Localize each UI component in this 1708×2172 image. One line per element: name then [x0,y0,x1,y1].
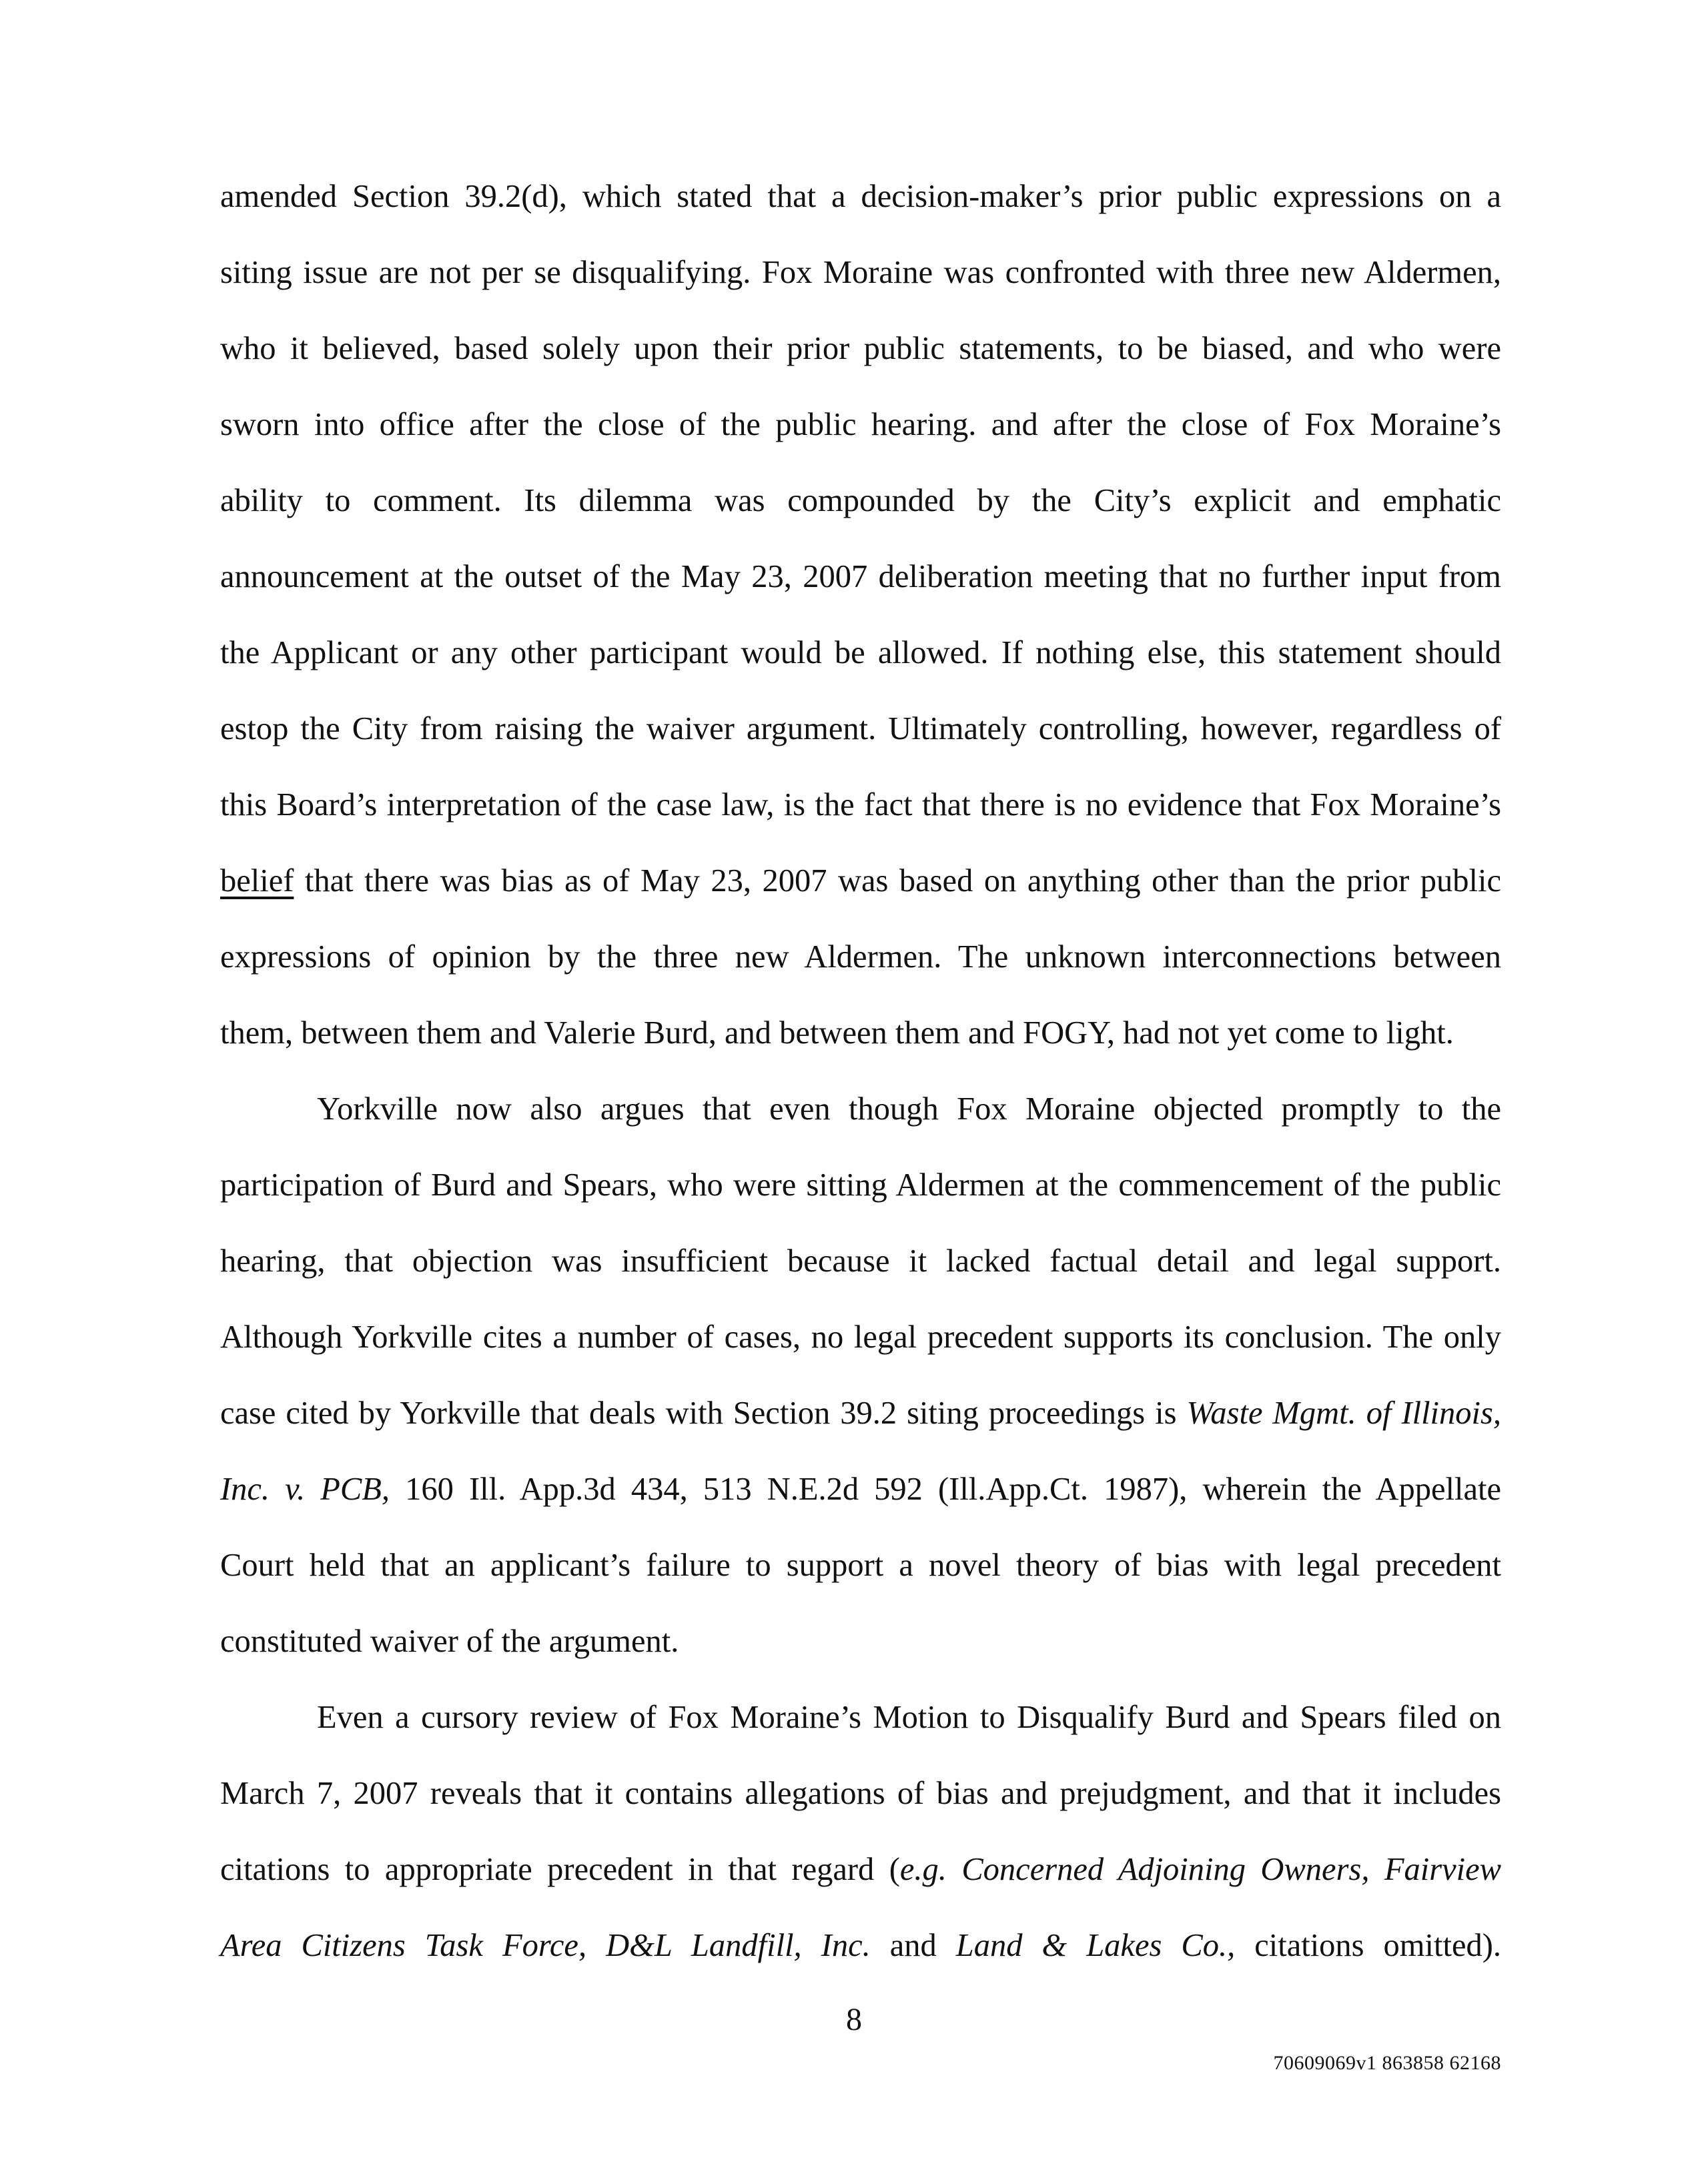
text-line [220,1223,1501,1299]
italic-text: e.g. Concerned Adjoining Owners, Fairview [899,1852,1501,1887]
text-line [220,1832,1501,1908]
text-line [220,615,1501,691]
italic-text: Land & Lakes Co., [955,1928,1236,1963]
text-run: siting issue are not per se disqualifying. Fox Moraine was confronted with three new Aldermen, [220,255,1501,290]
text-run: March 7, 2007 reveals that it contains allegations of bias and prejudgment, and that it includes [220,1776,1501,1811]
text-line [220,1376,1501,1452]
text-run: case cited by Yorkville that deals with Section 39.2 siting proceedings is [220,1396,1187,1431]
text-run: Even a cursory review of Fox Moraine’s Motion to Disqualify Burd and Spears filed on [317,1700,1501,1735]
paragraph [220,159,1501,1071]
text-run: estop the City from raising the waiver argument. Ultimately controlling, however, regardless of [220,711,1501,746]
text-run: Although Yorkville cites a number of cases, no legal precedent supports its conclusion. The only [220,1319,1501,1355]
text-line [220,1299,1501,1376]
text-line [220,539,1501,615]
text-line [220,767,1501,843]
italic-text: Area Citizens Task Force, D&L Landfill, Inc. [220,1928,871,1963]
text-line [220,159,1501,235]
page-number: 8 [846,2002,862,2037]
text-line [220,1071,1501,1147]
text-line [220,1756,1501,1832]
text-line [220,235,1501,311]
text-line [220,691,1501,767]
text-run: them, between them and Valerie Burd, and between them and FOGY, had not yet come to light. [220,1015,1454,1051]
text-run: expressions of opinion by the three new Aldermen. The unknown interconnections between [220,939,1501,975]
text-run: this Board’s interpretation of the case law, is the fact that there is no evidence that Fox Moraine’s [220,787,1501,823]
text-line [220,995,1501,1071]
text-run: Yorkville now also argues that even though Fox Moraine objected promptly to the [317,1091,1501,1127]
text-run: the Applicant or any other participant would be allowed. If nothing else, this statement should [220,635,1501,670]
document-id: 70609069v1 863858 62168 [1273,2052,1501,2074]
text-run: ability to comment. Its dilemma was compounded by the City’s explicit and emphatic [220,483,1501,518]
text-run: 160 Ill. App.3d 434, 513 N.E.2d 592 (Ill.App.Ct. 1987), wherein the Appellate [390,1472,1501,1507]
italic-text: Inc. v. PCB, [220,1472,390,1507]
text-line [220,1147,1501,1223]
italic-text: Waste Mgmt. of Illinois, [1186,1396,1501,1431]
text-line [220,1452,1501,1528]
text-run: constituted waiver of the argument. [220,1624,679,1659]
text-line [220,463,1501,539]
text-line [220,1908,1501,1984]
text-run: sworn into office after the close of the public hearing. and after the close of Fox Moraine’s [220,407,1501,442]
body-text [220,159,1501,1984]
text-line [220,843,1501,919]
text-run: participation of Burd and Spears, who were sitting Aldermen at the commencement of the public [220,1167,1501,1203]
text-run: amended Section 39.2(d), which stated that a decision-maker’s prior public expressions on a [220,179,1501,214]
text-run: Court held that an applicant’s failure to support a novel theory of bias with legal precedent [220,1548,1501,1583]
text-line [220,1604,1501,1680]
text-line [220,311,1501,387]
text-run: announcement at the outset of the May 23, 2007 deliberation meeting that no further input from [220,559,1501,594]
underlined-text: belief [220,863,294,899]
text-run: that there was bias as of May 23, 2007 was based on anything other than the prior public [294,863,1501,899]
text-line [220,1528,1501,1604]
text-run: citations to appropriate precedent in that regard ( [220,1852,900,1887]
text-line [220,387,1501,463]
text-line [220,1680,1501,1756]
text-line [220,919,1501,995]
text-run: and [870,1928,956,1963]
text-run: who it believed, based solely upon their prior public statements, to be biased, and who were [220,331,1501,366]
text-run: citations omitted). [1235,1928,1501,1963]
text-run: hearing, that objection was insufficient because it lacked factual detail and legal support. [220,1243,1501,1279]
paragraph [220,1071,1501,1680]
paragraph [220,1680,1501,1984]
